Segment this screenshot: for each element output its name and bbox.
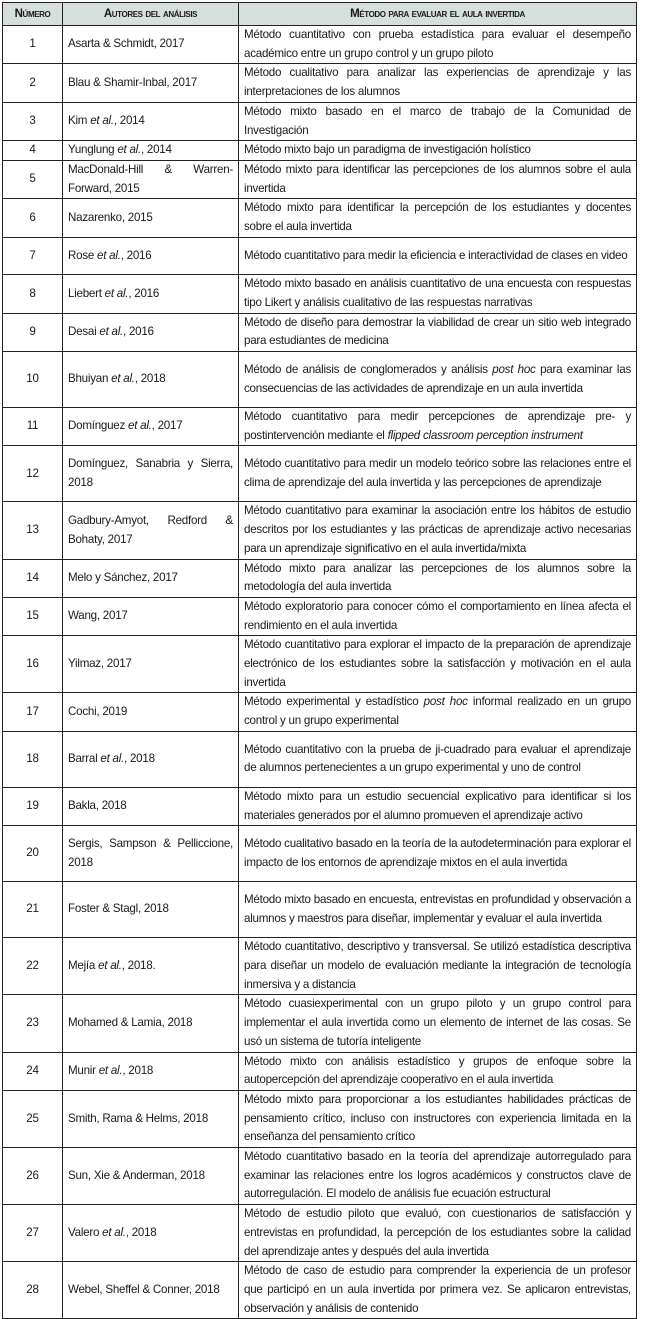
row-authors xyxy=(63,352,239,408)
italic-text: et al. xyxy=(90,114,114,128)
text-segment: Método cuantitativo con la prueba de ji-cuadrado para evaluar el aprendizaje de alumnos pertenecientes a un grupo experimental y uno de control xyxy=(244,742,631,775)
row-authors xyxy=(63,275,239,313)
row-authors xyxy=(63,1148,239,1205)
text-segment: Método mixto basado en el marco de trabajo de la Comunidad de Investigación xyxy=(244,104,631,137)
table-row xyxy=(3,102,637,140)
text-segment: Método cualitativo basado en la teoría de la autodeterminación para explorar el impacto de los entornos de aprendizaje mixtos en el aula invertida xyxy=(244,837,631,869)
row-authors xyxy=(63,64,239,102)
row-method xyxy=(239,1090,637,1147)
table-row xyxy=(3,1090,637,1147)
text-segment: Valero xyxy=(68,1225,103,1239)
row-authors xyxy=(63,446,239,502)
text-segment: Método mixto con análisis estadístico y grupos de enfoque sobre la autopercepción del aprendizaje cooperativo en el aula invertida xyxy=(244,1054,631,1087)
text-segment: Método de análisis de conglomerados y análisis xyxy=(244,362,493,376)
row-authors xyxy=(63,313,239,351)
text-segment: informal realizado en un grupo control y un grupo experimental xyxy=(244,695,631,728)
row-number: 27 xyxy=(3,1205,63,1262)
row-number: 4 xyxy=(3,141,63,161)
text-segment: Método de estudio piloto que evaluó, con cuestionarios de satisfacción y entrevistas en profundidad, la percepción de los estudiantes sobre la calidad del aprendizaje antes y después del aula invertida xyxy=(244,1207,631,1258)
row-number: 18 xyxy=(3,731,63,787)
text-segment: Munir xyxy=(68,1063,99,1077)
table-row xyxy=(3,731,637,787)
italic-text: et al. xyxy=(100,752,125,766)
row-method xyxy=(239,275,637,313)
table-header-row xyxy=(3,3,637,26)
row-method xyxy=(239,597,637,635)
text-segment: Sun, Xie & Anderman, 2018 xyxy=(68,1168,205,1182)
row-method xyxy=(239,160,637,198)
text-segment: Método cuasiexperimental con un grupo piloto y un grupo control para implementar el aula invertida como un elemento de internet de las cosas. Se usó un sistema de tutoría inteligente xyxy=(244,997,631,1048)
row-method xyxy=(239,731,637,787)
table-row xyxy=(3,446,637,502)
row-authors xyxy=(63,597,239,635)
table-row xyxy=(3,882,637,938)
header-number: Número xyxy=(3,3,63,26)
table-row xyxy=(3,160,637,198)
row-method xyxy=(239,1052,637,1090)
row-number: 22 xyxy=(3,938,63,995)
text-segment: Método mixto basado en análisis cuantitativo de una encuesta con respuestas tipo Likert y análisis cualitativo de las respuestas narrativas xyxy=(244,277,631,309)
row-method xyxy=(239,64,637,102)
table-row xyxy=(3,1052,637,1090)
text-segment: , 2016 xyxy=(128,286,160,300)
row-authors xyxy=(63,995,239,1052)
text-segment: , 2016 xyxy=(123,324,154,338)
row-method xyxy=(239,882,637,938)
text-segment: MacDonald-Hill & Warren-Forward, 2015 xyxy=(68,162,233,195)
row-method xyxy=(239,141,637,161)
text-segment: Método cuantitativo, descriptivo y transversal. Se utilizó estadística descriptiva para diseñar un modelo de evaluación mediante la integración de tecnología inmersiva y a distancia xyxy=(244,940,631,991)
table-row xyxy=(3,938,637,995)
text-segment: , 2018 xyxy=(122,1063,154,1077)
table-row xyxy=(3,26,637,64)
text-segment: Bakla, 2018 xyxy=(68,799,127,813)
row-number: 8 xyxy=(3,275,63,313)
italic-text: et al. xyxy=(98,1063,123,1077)
italic-text: et al. xyxy=(117,143,141,157)
text-segment: Domínguez xyxy=(68,419,129,433)
row-authors xyxy=(63,731,239,787)
text-segment: Foster & Stagl, 2018 xyxy=(68,902,169,916)
table-row xyxy=(3,1205,637,1262)
row-number: 21 xyxy=(3,882,63,938)
table-row xyxy=(3,275,637,313)
table-row xyxy=(3,559,637,597)
row-number: 16 xyxy=(3,636,63,693)
table-row xyxy=(3,313,637,351)
row-method xyxy=(239,408,637,446)
text-segment: , 2017 xyxy=(151,419,183,433)
row-number: 20 xyxy=(3,826,63,882)
table-row xyxy=(3,352,637,408)
row-number: 23 xyxy=(3,995,63,1052)
text-segment: Yilmaz, 2017 xyxy=(68,657,132,671)
text-segment: Kim xyxy=(68,114,91,128)
text-segment: Método cuantitativo con prueba estadística para evaluar el desempeño académico entre un grupo control y un grupo piloto xyxy=(244,28,631,60)
text-segment: Wang, 2017 xyxy=(68,609,128,623)
row-authors xyxy=(63,882,239,938)
italic-text: flipped classroom perception instrument xyxy=(387,428,583,442)
text-segment: Rose xyxy=(68,248,98,262)
row-method xyxy=(239,787,637,825)
row-method xyxy=(239,102,637,140)
text-segment: Desai xyxy=(68,324,100,338)
row-authors xyxy=(63,408,239,446)
text-segment: Método cualitativo para analizar las experiencias de aprendizaje y las interpretaciones de los alumnos xyxy=(244,66,631,99)
row-number: 24 xyxy=(3,1052,63,1090)
table-row xyxy=(3,1262,637,1319)
row-method xyxy=(239,313,637,351)
text-segment: Método cuantitativo para examinar la asociación entre los hábitos de estudio descritos por los estudiantes y las prácticas de aprendizaje activo necesarias para un aprendizaje significativo en el aula invertida/mixta xyxy=(244,504,631,555)
text-segment: Cochi, 2019 xyxy=(68,704,128,718)
text-segment: , 2018 xyxy=(125,1225,157,1239)
row-method xyxy=(239,559,637,597)
text-segment: Método mixto basado en encuesta, entrevistas en profundidad y observación a alumnos y maestros para diseñar, implementar y evaluar el aula invertida xyxy=(244,893,631,925)
text-segment: Método experimental y estadístico xyxy=(244,695,424,709)
text-segment: Método mixto para un estudio secuencial explicativo para identificar si los materiales generados por el alumno promueven el aprendizaje activo xyxy=(244,789,631,822)
table-body xyxy=(3,26,637,1319)
row-authors xyxy=(63,102,239,140)
text-segment: Método mixto para identificar la percepción de los estudiantes y docentes sobre el aula invertida xyxy=(244,201,631,234)
row-authors xyxy=(63,26,239,64)
row-method xyxy=(239,199,637,237)
row-number: 11 xyxy=(3,408,63,446)
table-row xyxy=(3,995,637,1052)
row-number: 17 xyxy=(3,693,63,731)
row-authors xyxy=(63,1052,239,1090)
text-segment: , 2014 xyxy=(113,114,145,128)
text-segment: , 2018 xyxy=(124,752,155,766)
row-method xyxy=(239,826,637,882)
row-number: 19 xyxy=(3,787,63,825)
row-authors xyxy=(63,693,239,731)
row-authors xyxy=(63,636,239,693)
text-segment: Bhuiyan xyxy=(68,372,112,386)
text-segment: Domínguez, Sanabria y Sierra, 2018 xyxy=(68,457,233,489)
text-segment: Método cuantitativo para medir percepciones de aprendizaje pre- y postintervención mediante el xyxy=(244,410,631,442)
table-row xyxy=(3,826,637,882)
text-segment: Blau & Shamir-Inbal, 2017 xyxy=(68,75,198,89)
row-number: 9 xyxy=(3,313,63,351)
text-segment: Método mixto para proporcionar a los estudiantes habilidades prácticas de pensamiento crítico, incluso con instructores con experiencia limitada en la enseñanza del pensamiento crítico xyxy=(244,1092,631,1144)
row-authors xyxy=(63,199,239,237)
text-segment: Yunglung xyxy=(68,143,118,157)
row-number: 15 xyxy=(3,597,63,635)
italic-text: et al. xyxy=(104,286,129,300)
row-number: 10 xyxy=(3,352,63,408)
row-authors xyxy=(63,160,239,198)
row-authors xyxy=(63,237,239,275)
table-row xyxy=(3,199,637,237)
header-authors: Autores del análisis xyxy=(63,3,239,26)
row-method xyxy=(239,26,637,64)
row-number: 2 xyxy=(3,64,63,102)
row-number: 26 xyxy=(3,1148,63,1205)
italic-text: et al. xyxy=(98,959,122,972)
text-segment: Melo y Sánchez, 2017 xyxy=(68,570,178,584)
row-number: 6 xyxy=(3,199,63,237)
row-number: 3 xyxy=(3,102,63,140)
row-number: 12 xyxy=(3,446,63,502)
row-number: 5 xyxy=(3,160,63,198)
row-method xyxy=(239,636,637,693)
row-method xyxy=(239,1205,637,1262)
table-row xyxy=(3,1148,637,1205)
row-method xyxy=(239,352,637,408)
row-authors xyxy=(63,1205,239,1262)
text-segment: Webel, Sheffel & Conner, 2018 xyxy=(68,1282,220,1296)
text-segment: Gadbury-Amyot, Redford & Bohaty, 2017 xyxy=(68,513,233,546)
row-number: 14 xyxy=(3,559,63,597)
text-segment: Mohamed & Lamia, 2018 xyxy=(68,1016,193,1030)
text-segment: Liebert xyxy=(68,286,105,300)
row-method xyxy=(239,693,637,731)
row-method xyxy=(239,938,637,995)
row-authors xyxy=(63,938,239,995)
row-authors xyxy=(63,141,239,161)
table-row xyxy=(3,787,637,825)
text-segment: Mejía xyxy=(68,959,99,972)
text-segment: Método cuantitativo para explorar el impacto de la preparación de aprendizaje electrónico de los estudiantes sobre la satisfacción y motivación en el aula invertida xyxy=(244,638,631,689)
methods-table xyxy=(2,2,637,1319)
table-row xyxy=(3,237,637,275)
italic-text: et al. xyxy=(97,248,121,262)
text-segment: Método mixto para identificar las percepciones de los alumnos sobre el aula invertida xyxy=(244,162,631,195)
text-segment: Smith, Rama & Helms, 2018 xyxy=(68,1111,209,1125)
row-number: 25 xyxy=(3,1090,63,1147)
row-authors xyxy=(63,559,239,597)
table-row xyxy=(3,502,637,559)
row-number: 7 xyxy=(3,237,63,275)
row-method xyxy=(239,502,637,559)
row-authors xyxy=(63,826,239,882)
row-method xyxy=(239,1148,637,1205)
italic-text: et al. xyxy=(99,324,124,338)
italic-text: post hoc xyxy=(423,695,468,709)
text-segment: Método mixto bajo un paradigma de investigación holístico xyxy=(244,143,531,157)
text-segment: , 2018. xyxy=(121,959,156,972)
italic-text: et al. xyxy=(111,372,135,386)
text-segment: Asarta & Schmidt, 2017 xyxy=(68,37,185,51)
row-method xyxy=(239,995,637,1052)
text-segment: Sergis, Sampson & Pelliccione, 2018 xyxy=(68,837,233,869)
table-row xyxy=(3,636,637,693)
text-segment: Método mixto para analizar las percepciones de los alumnos sobre la metodología del aula invertida xyxy=(244,561,631,594)
text-segment: Método exploratorio para conocer cómo el comportamiento en línea afecta el rendimiento en el aula invertida xyxy=(244,599,631,632)
row-number: 1 xyxy=(3,26,63,64)
text-segment: Método de caso de estudio para comprender la experiencia de un profesor que participó en un aula invertida por primera vez. Se aplicaron entrevistas, observación y análisis de contenido xyxy=(244,1264,631,1315)
text-segment: , 2018 xyxy=(134,372,166,386)
row-method xyxy=(239,446,637,502)
header-method: Método para evaluar el aula invertida xyxy=(239,3,637,26)
text-segment: para examinar las consecuencias de las actividades de aprendizaje en un aula invertida xyxy=(244,362,631,395)
row-method xyxy=(239,237,637,275)
text-segment: Método cuantitativo para medir un modelo teórico sobre las relaciones entre el clima de aprendizaje del aula invertida y las percepciones de aprendizaje xyxy=(244,457,631,489)
row-authors xyxy=(63,1090,239,1147)
table-row xyxy=(3,141,637,161)
row-authors xyxy=(63,1262,239,1319)
table-row xyxy=(3,64,637,102)
text-segment: , 2014 xyxy=(140,143,172,157)
italic-text: et al. xyxy=(128,419,152,433)
italic-text: post hoc xyxy=(492,362,536,376)
row-number: 28 xyxy=(3,1262,63,1319)
table-row xyxy=(3,693,637,731)
text-segment: , 2016 xyxy=(120,248,152,262)
table-row xyxy=(3,408,637,446)
text-segment: Método cuantitativo basado en la teoría del aprendizaje autorregulado para examinar las relaciones entre los logros académicos y constructos clave de autorregulación. El modelo de análisis fue ecuación estructural xyxy=(244,1150,631,1201)
table-row xyxy=(3,597,637,635)
row-number: 13 xyxy=(3,502,63,559)
text-segment: Método de diseño para demostrar la viabilidad de crear un sitio web integrado para estudiantes de medicina xyxy=(244,315,631,348)
text-segment: Nazarenko, 2015 xyxy=(68,210,153,224)
row-authors xyxy=(63,502,239,559)
text-segment: Barral xyxy=(68,752,101,766)
italic-text: et al. xyxy=(102,1225,126,1239)
row-method xyxy=(239,1262,637,1319)
text-segment: Método cuantitativo para medir la eficiencia e interactividad de clases en video xyxy=(244,248,628,262)
row-authors xyxy=(63,787,239,825)
